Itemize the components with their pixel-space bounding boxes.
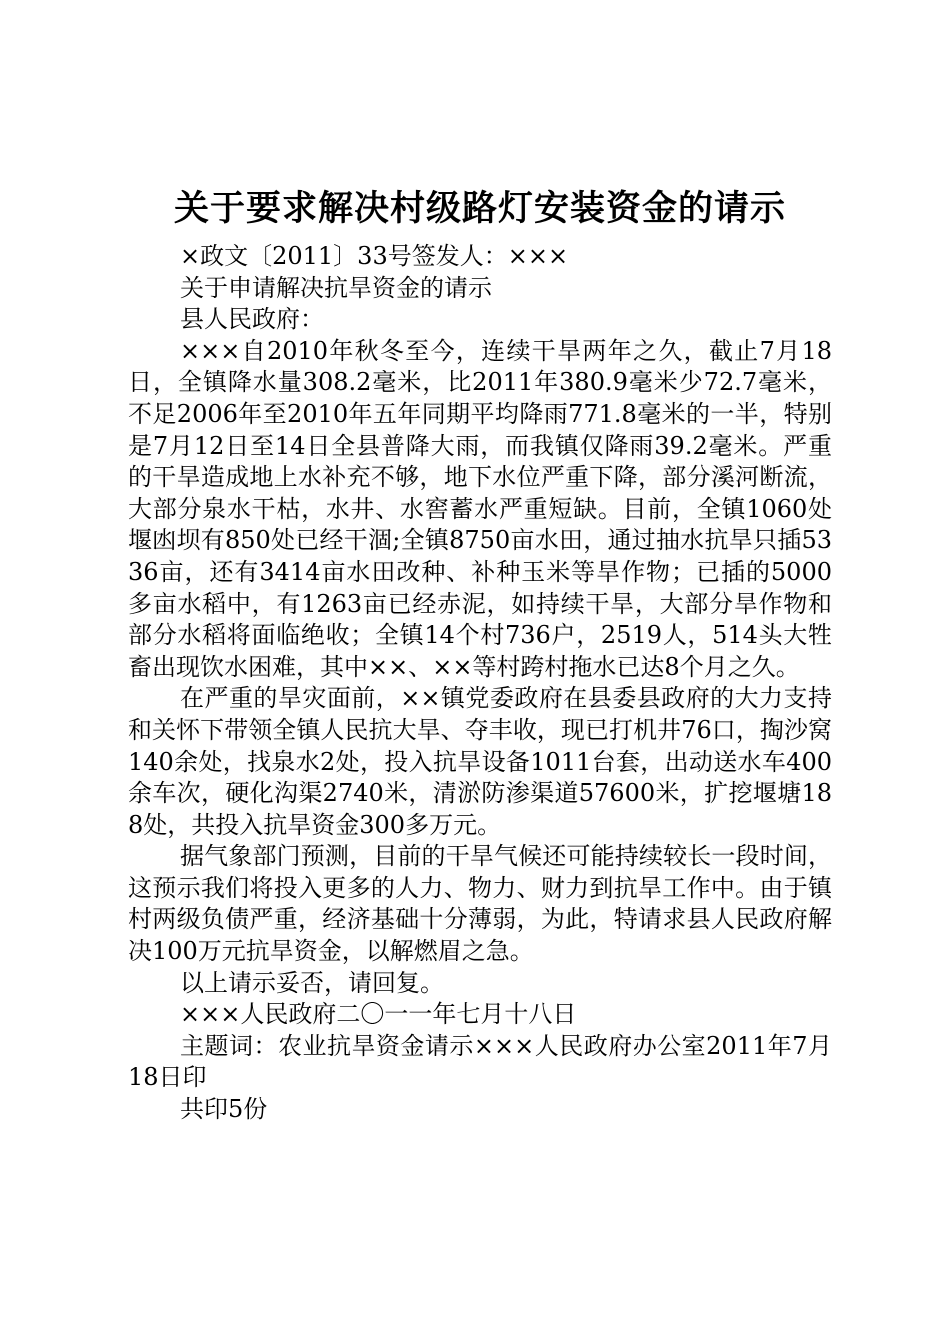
request-subject: 关于申请解决抗旱资金的请示 xyxy=(180,273,492,302)
body-paragraph-relief-efforts: 在严重的旱灾面前，××镇党委政府在县委县政府的大力支持和关怀下带领全镇人民抗大旱、夺丰收，现已打机井76口，掏沙窝140余处，找泉水2处，投入抗旱设备1011台套，出动送水车400余车次，硬化沟渠2740米，清淤防渗渠道57600米，扩挖堰塘188处，共投入抗旱资金300多万元。 xyxy=(128,684,832,839)
copies-count: 共印5份 xyxy=(180,1095,268,1124)
closing-line: 以上请示妥否，请回复。 xyxy=(180,968,444,997)
addressee: 县人民政府： xyxy=(180,305,324,334)
document-number-line: ×政文〔2011〕33号签发人：××× xyxy=(180,242,569,270)
document-page xyxy=(128,183,832,1126)
subject-keywords: 主题词：农业抗旱资金请示×××人民政府办公室2011年7月18日印 xyxy=(128,1031,832,1092)
issuer-and-date: ×××人民政府二〇一一年七月十八日 xyxy=(180,1000,577,1029)
document-title: 关于要求解决村级路灯安装资金的请示 xyxy=(173,189,786,229)
body-paragraph-drought-situation: ×××自2010年秋冬至今，连续干旱两年之久，截止7月18日，全镇降水量308.2毫米，比2011年380.9毫米少72.7毫米，不足2006年至2010年五年同期平均降雨771.8毫米的一半，特别是7月12日至14日全县普降大雨，而我镇仅降雨39.2毫米。严重的干旱造成地上水补充不够，地下水位严重下降，部分溪河断流，大部分泉水干枯，水井、水窖蓄水严重短缺。目前，全镇1060处堰凼坝有850处已经干涸;全镇8750亩水田，通过抽水抗旱只插5336亩，还有3414亩水田改种、补种玉米等旱作物；已插的5000多亩水稻中，有1263亩已经赤泥，如持续干旱，大部分旱作物和部分水稻将面临绝收；全镇14个村736户，2519人，514头大牲畜出现饮水困难，其中××、××等村跨村拖水已达8个月之久。 xyxy=(128,336,832,681)
body-paragraph-request: 据气象部门预测，目前的干旱气候还可能持续较长一段时间，这预示我们将投入更多的人力、物力、财力到抗旱工作中。由于镇村两级负债严重，经济基础十分薄弱，为此，特请求县人民政府解决100万元抗旱资金，以解燃眉之急。 xyxy=(128,842,832,966)
